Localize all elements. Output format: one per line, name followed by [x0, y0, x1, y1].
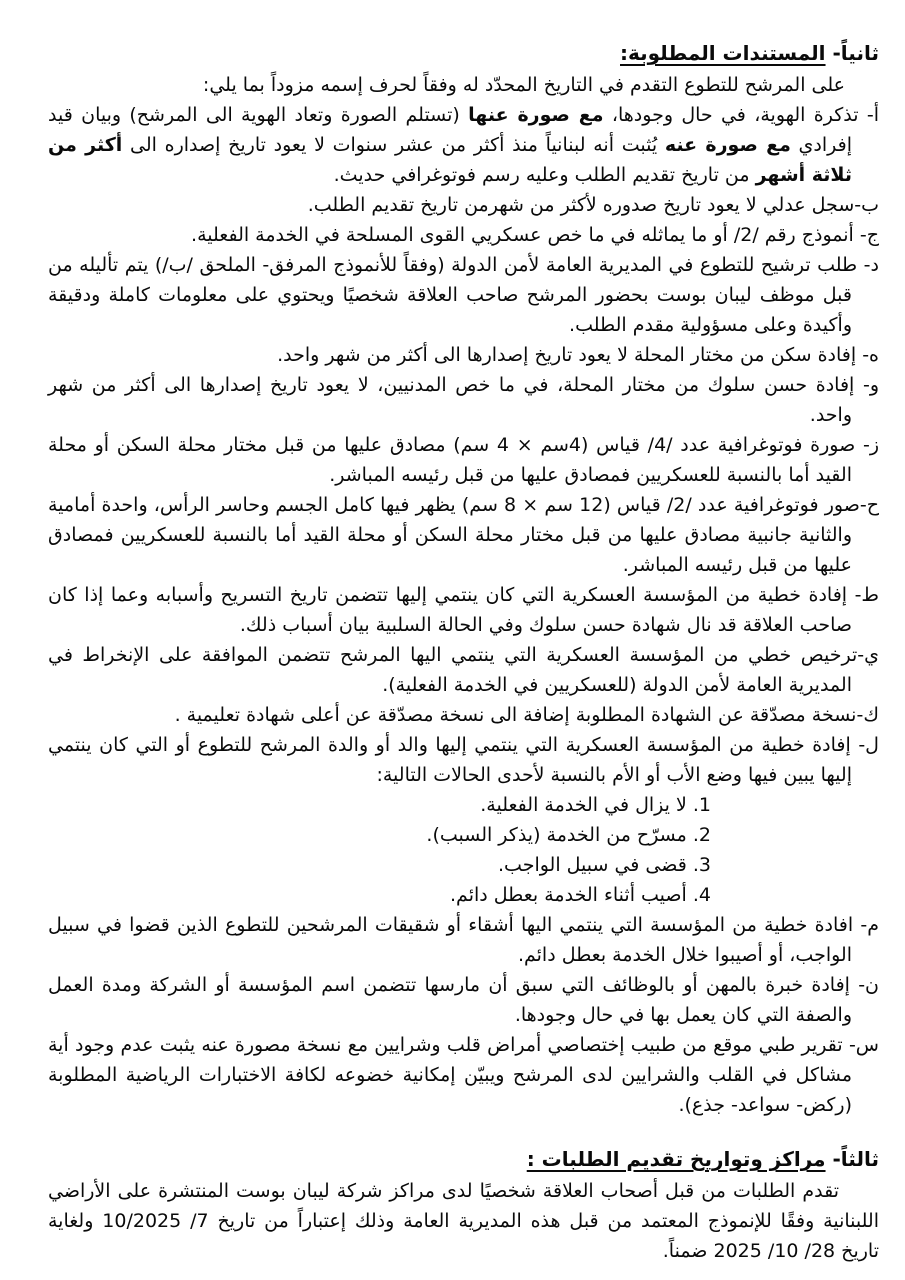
list-item [48, 100, 879, 190]
item-text: تقرير طبي موقع من طبيب إختصاصي أمراض قلب وشرايين مع نسخة مصورة عنه يثبت عدم وجود أية مشاكل في القلب والشرايين لدى المرشح ويبيّن إمكانية خضوعه لكافة الاختبارات الرياضية المطلوبة (ركض- سواعد- جذع). [48, 1034, 852, 1116]
numbered-sublist [48, 790, 711, 910]
item-text: إفادة سكن من مختار المحلة لا يعود تاريخ إصدارها الى أكثر من شهر واحد. [277, 344, 863, 366]
numbered-item [48, 790, 711, 820]
item-text: تذكرة الهوية، في حال وجودها، [603, 104, 867, 126]
item-text: يُثبت أنه لبنانياً منذ أكثر من عشر سنوات لا يعود تاريخ إصداره الى [122, 134, 665, 156]
item-text: (تستلم الصورة وتعاد الهوية الى المرشح) وبيان قيد إفرادي [48, 104, 852, 156]
list-item [48, 370, 879, 430]
list-item [48, 220, 879, 250]
item-text: افادة خطية من المؤسسة التي ينتمي اليها أشقاء أو شقيقات المرشحين للتطوع الذين قضوا في سبيل الواجب، أو أصيبوا خلال الخدمة بعطل دائم. [48, 914, 861, 966]
section-heading-centers-dates [48, 1144, 879, 1174]
items-list [48, 100, 879, 1120]
numbered-item-marker: 4. [686, 884, 711, 906]
section-centers-dates [48, 1144, 879, 1266]
numbered-item-text: مسرّح من الخدمة (يذكر السبب). [426, 824, 687, 846]
numbered-item [48, 850, 711, 880]
item-text: سجل عدلي لا يعود تاريخ صدوره لأكثر من شهرمن تاريخ تقديم الطلب. [307, 194, 855, 216]
item-marker: ب- [854, 194, 879, 216]
list-item [48, 580, 879, 640]
item-marker: س- [848, 1034, 879, 1056]
item-text: نسخة مصدّقة عن الشهادة المطلوبة إضافة الى نسخة مصدّقة عن أعلى شهادة تعليمية . [174, 704, 857, 726]
list-item [48, 700, 879, 730]
item-text: من تاريخ تقديم الطلب وعليه رسم فوتوغرافي حديث. [333, 164, 756, 186]
numbered-item [48, 820, 711, 850]
numbered-item-marker: 1. [686, 794, 711, 816]
list-item [48, 730, 879, 790]
heading-underlined-text: المستندات المطلوبة: [620, 41, 826, 65]
item-marker: ك- [856, 704, 879, 726]
item-text: مع صورة عنه [664, 134, 791, 156]
item-text: طلب ترشيح للتطوع في المديرية العامة لأمن الدولة (وفقاً للأنموذج المرفق- الملحق /ب/) يتم تأليله من قبل موظف ليبان بوست بحضور المرشح صاحب العلاقة شخصيًا ويحتوي على معلومات كاملة ودقيقة وأكيدة وعلى مسؤولية مقدم الطلب. [48, 254, 864, 336]
item-marker: ح- [859, 494, 879, 516]
numbered-item-marker: 2. [686, 824, 711, 846]
item-text: إفادة خطية من المؤسسة العسكرية التي كان ينتمي إليها تتضمن تاريخ التسريح وأسبابه وعما إذا كان صاحب العلاقة قد نال شهادة حسن سلوك وفي الحالة السلبية بيان أسباب ذلك. [48, 584, 855, 636]
numbered-item-marker: 3. [686, 854, 711, 876]
item-text: أكثر من ثلاثة أشهر [48, 134, 852, 186]
numbered-item-text: أصيب أثناء الخدمة بعطل دائم. [450, 884, 687, 906]
item-marker: د- [863, 254, 879, 276]
item-marker: ز- [862, 434, 879, 456]
list-item [48, 340, 879, 370]
item-marker: ط- [854, 584, 879, 606]
intro-paragraph: على المرشح للتطوع التقدم في التاريخ المحدّد له وفقاً لحرف إسمه مزوداً بما يلي: [202, 74, 845, 96]
list-item [48, 910, 879, 970]
list-item [48, 640, 879, 700]
item-marker: أ- [866, 104, 879, 126]
heading-prefix: ثالثاً- [825, 1147, 879, 1171]
submission-dates-paragraph: تقدم الطلبات من قبل أصحاب العلاقة شخصيًا لدى مراكز شركة ليبان بوست المنتشرة على الأراضي اللبنانية وفقًا للإنموذج المعتمد من قبل هذه المديرية العامة وذلك إعتباراً من تاريخ 7/ 10/2025 ولغاية تاريخ 28/ 10/ 2025 ضمناً. [48, 1180, 879, 1262]
item-marker: ي- [857, 644, 879, 666]
item-text: أنموذج رقم /2/ أو ما يماثله في ما خص عسكريي القوى المسلحة في الخدمة الفعلية. [191, 224, 860, 246]
heading-underlined-text: مراكز وتواريخ تقديم الطلبات : [526, 1147, 826, 1171]
heading-prefix: ثانياً- [825, 41, 879, 65]
item-text: إفادة خطية من المؤسسة العسكرية التي ينتمي إليها والد أو والدة المرشح للتطوع أو التي كان ينتمي إليها يبين فيها وضع الأب أو الأم بالنسبة لأحدى الحالات التالية: [48, 734, 859, 786]
item-text: صورة فوتوغرافية عدد /4/ قياس (4سم × 4 سم) مصادق عليها من قبل مختار محلة السكن أو محلة القيد أما بالنسبة للعسكريين فمصادق عليها من قبل رئيسه المباشر. [48, 434, 863, 486]
numbered-item [48, 880, 711, 910]
list-item [48, 970, 879, 1030]
item-text: إفادة خبرة بالمهن أو بالوظائف التي سبق أن مارسها تتضمن اسم المؤسسة أو الشركة ومدة العمل والصفة التي كان يعمل بها في حال وجودها. [48, 974, 859, 1026]
numbered-item-text: قضى في سبيل الواجب. [498, 854, 687, 876]
numbered-item-text: لا يزال في الخدمة الفعلية. [480, 794, 687, 816]
item-text: إفادة حسن سلوك من مختار المحلة، في ما خص المدنيين، لا يعود تاريخ إصدارها الى أكثر من شهر واحد. [48, 374, 863, 426]
item-marker: ل- [858, 734, 879, 756]
list-item [48, 250, 879, 340]
item-text: ترخيص خطي من المؤسسة العسكرية التي ينتمي اليها المرشح تتضمن الموافقة على الإنخراط في المديرية العامة لأمن الدولة (للعسكريين في الخدمة الفعلية). [48, 644, 858, 696]
item-marker: م- [860, 914, 879, 936]
item-marker: ج- [859, 224, 879, 246]
section-heading-required-documents [48, 38, 879, 68]
item-marker: ه- [862, 344, 879, 366]
list-item [48, 430, 879, 490]
list-item [48, 490, 879, 580]
item-marker: و- [862, 374, 879, 396]
list-item [48, 1030, 879, 1120]
item-text: مع صورة عنها [468, 104, 604, 126]
item-marker: ن- [858, 974, 879, 996]
item-text: صور فوتوغرافية عدد /2/ قياس (12 سم × 8 سم) يظهر فيها كامل الجسم وحاسر الرأس، واحدة أمامية والثانية جانبية مصادق عليها من قبل مختار محلة السكن أو محلة القيد أما بالنسبة للعسكريين فمصادق عليها من قبل رئيسه المباشر. [48, 494, 860, 576]
list-item [48, 190, 879, 220]
